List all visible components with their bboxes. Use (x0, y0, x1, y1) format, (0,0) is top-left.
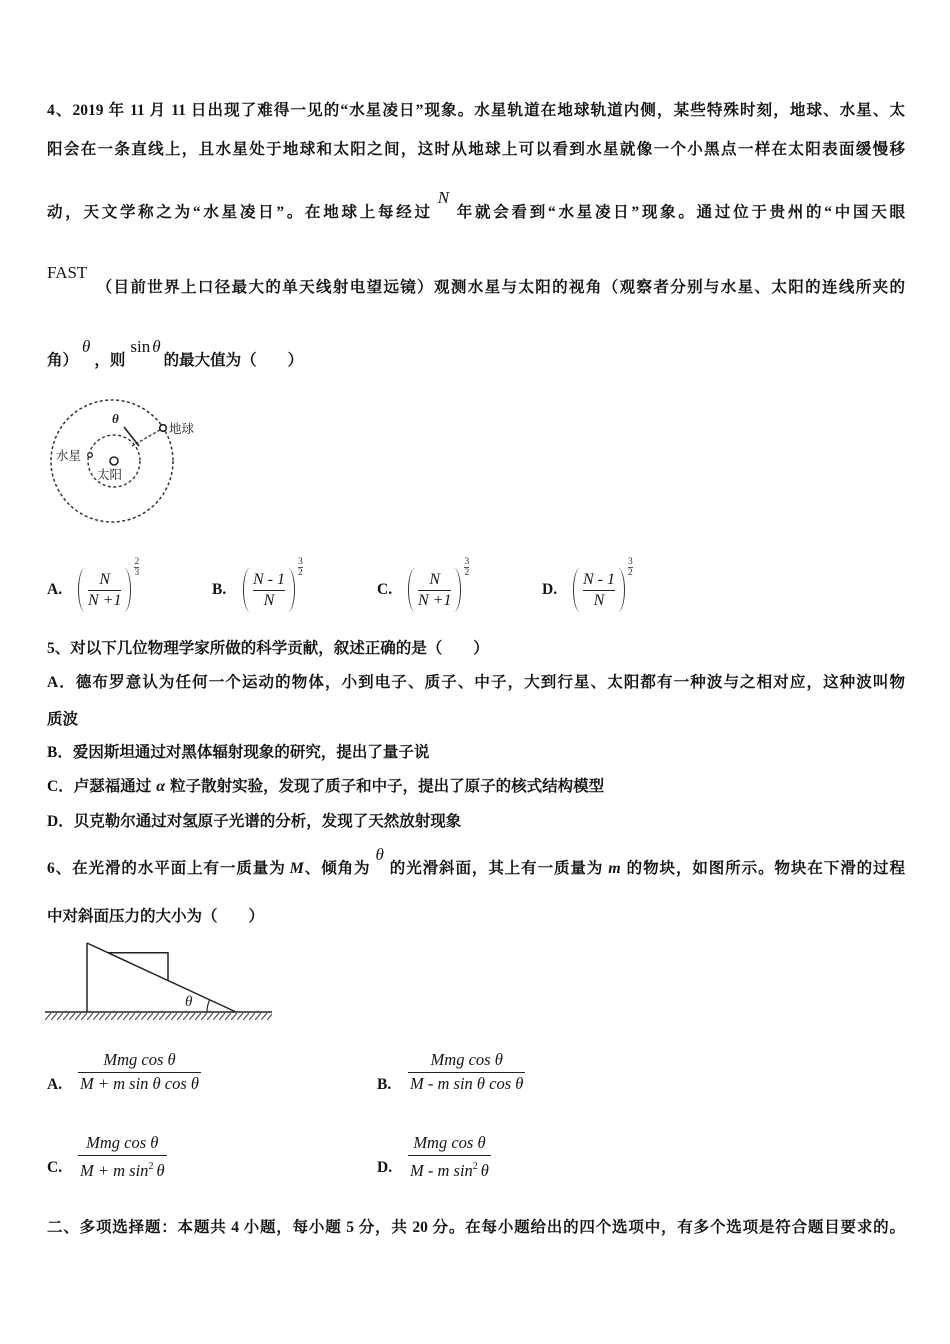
q4-line-5-end: 的最大值为（ ） (163, 352, 304, 369)
option-label: C. (377, 581, 393, 598)
q6-line-2: 中对斜面压力的大小为（ ） (47, 908, 265, 925)
sun-icon (110, 457, 118, 465)
fast-label: FAST (47, 263, 88, 282)
fraction (250, 570, 288, 611)
denominator: N (263, 591, 275, 609)
fraction (415, 570, 454, 611)
numerator: N (429, 570, 441, 588)
q6-line-1 (47, 845, 905, 880)
numerator: N (99, 570, 111, 588)
denominator: N +1 (88, 591, 122, 609)
q5-stem: 5、对以下几位物理学家所做的科学贡献，叙述正确的是（ ） (47, 640, 489, 657)
q6-line-1-end: 的物块，如图所示。物块在下滑的过程 (625, 860, 905, 877)
exponent-denominator: 2 (464, 568, 470, 578)
angle-arc (207, 1000, 210, 1012)
exponent (134, 557, 139, 578)
angle-label: θ (185, 994, 193, 1010)
q5-option-c-start: C．卢瑟福通过 (47, 778, 152, 795)
earth-label: 地球 (169, 421, 195, 436)
q5-option-d: D．贝克勒尔通过对氢原子光谱的分析，发现了天然放射现象 (47, 813, 462, 830)
fraction (580, 570, 618, 611)
theta-symbol: θ (375, 845, 384, 864)
option-label: B. (212, 581, 227, 598)
numerator: N - 1 (253, 570, 285, 588)
denominator (78, 1156, 167, 1182)
alpha-symbol: α (156, 778, 166, 795)
variable-n: N (437, 188, 450, 207)
earth-icon (160, 425, 167, 432)
incline-diagram (40, 935, 280, 1027)
exponent-denominator: 2 (628, 568, 633, 578)
q4-option-b (212, 557, 303, 614)
denominator-main: M + m sin (80, 1161, 149, 1180)
q4-option-a (47, 557, 140, 614)
right-paren (454, 568, 461, 612)
mercury-label: 水星 (56, 448, 82, 463)
q5-option-c (47, 776, 905, 798)
q6-option-d-fraction (408, 1132, 491, 1182)
mass-m-lower: m (608, 860, 621, 877)
numerator: Mmg cos θ (103, 1050, 176, 1069)
q6-line-1-start: 6、在光滑的水平面上有一质量为 (47, 860, 286, 877)
denominator: M + m sin θ cos θ (80, 1074, 200, 1093)
q6-option-a-fraction (78, 1049, 201, 1095)
q6-option-d-label: D. (377, 1159, 393, 1176)
exponent-denominator: 3 (134, 568, 140, 578)
exponent (464, 557, 469, 578)
denominator: N +1 (418, 591, 452, 609)
denominator-main: M - m sin (410, 1161, 473, 1180)
option-label: A. (47, 581, 63, 598)
sun-label: 太阳 (97, 467, 123, 482)
denominator (408, 1156, 491, 1182)
q6-option-c-fraction (78, 1132, 167, 1182)
option-label: D. (542, 581, 558, 598)
ground-hatch (45, 1013, 272, 1020)
q4-line-4 (47, 263, 905, 299)
q5-option-b: B．爱因斯坦通过对黑体辐射现象的研究，提出了量子说 (47, 744, 430, 761)
denominator: N (593, 591, 605, 609)
square-superscript: 2 (472, 1161, 478, 1172)
mass-m-upper: M (289, 860, 304, 877)
exponent (628, 557, 633, 578)
numerator: Mmg cos θ (413, 1133, 486, 1152)
theta-symbol: θ (82, 337, 91, 356)
q4-line-2: 阳会在一条直线上，且水星处于地球和太阳之间，这时从地球上可以看到水星就像一个小黑点一样在太阳表面缓慢移 (47, 141, 905, 158)
numerator: N - 1 (583, 570, 615, 588)
exponent (298, 557, 303, 578)
denominator: M - m sin θ cos θ (410, 1074, 524, 1093)
q4-line-3-start: 动，天文学称之为“水星凌日”。在地球上每经过 (47, 204, 433, 221)
q4-line-3-end: 年就会看到“水星凌日”现象。通过位于贵州的“中国天眼 (454, 204, 905, 221)
sin-function: sin (130, 337, 151, 356)
q4-option-c (377, 557, 470, 614)
sin-theta-symbol: θ (152, 337, 161, 356)
q6-option-c-label: C. (47, 1159, 63, 1176)
square-superscript: 2 (148, 1161, 154, 1172)
exponent-numerator: 3 (298, 557, 303, 567)
numerator: Mmg cos θ (86, 1133, 159, 1152)
orbit-diagram (45, 395, 210, 530)
q4-line-3 (47, 188, 905, 224)
right-paren (618, 568, 625, 612)
left-paren (243, 568, 250, 612)
q4-line-4-text: （目前世界上口径最大的单天线射电望远镜）观测水星与太阳的视角（观察者分别与水星、太阳的连线所夹的 (95, 279, 905, 296)
right-paren (124, 568, 131, 612)
q6-option-a-label: A. (47, 1076, 63, 1093)
q4-line-5-mid: ，则 (94, 352, 126, 369)
exponent-numerator: 2 (134, 557, 140, 567)
right-paren (288, 568, 295, 612)
exponent-numerator: 3 (628, 557, 633, 567)
q5-option-a-line-2: 质波 (47, 711, 79, 728)
numerator: Mmg cos θ (430, 1050, 503, 1069)
sin-theta-expression (130, 339, 160, 356)
q4-option-d (542, 557, 633, 614)
q6-line-1-mid-2: 的光滑斜面，其上有一质量为 (388, 860, 604, 877)
q5-option-c-end: 粒子散射实验，发现了质子和中子，提出了原子的核式结构模型 (170, 778, 605, 795)
q4-line-5-start: 角） (47, 352, 79, 369)
exponent-denominator: 2 (298, 568, 303, 578)
q4-line-1: 4、2019 年 11 月 11 日出现了难得一见的“水星凌日”现象。水星轨道在地球轨道内侧，某些特殊时刻，地球、水星、太 (47, 102, 905, 119)
sightline-earth-sun (124, 427, 139, 446)
q5-option-a-line-1: A．德布罗意认为任何一个运动的物体，小到电子、质子、中子，大到行星、太阳都有一种波与之相对应，这种波叫物 (47, 674, 905, 691)
exponent-numerator: 3 (464, 557, 470, 567)
denominator-theta: θ (156, 1161, 165, 1180)
angle-label: θ (112, 411, 119, 426)
q6-line-1-mid-1: 、倾角为 (303, 860, 371, 877)
fraction (85, 570, 124, 611)
q6-option-b-label: B. (377, 1076, 392, 1093)
left-paren (573, 568, 580, 612)
q4-line-5 (47, 337, 905, 372)
denominator-theta: θ (480, 1161, 489, 1180)
left-paren (78, 568, 85, 612)
q6-option-b-fraction (408, 1049, 525, 1095)
section-2-heading: 二、多项选择题：本题共 4 小题，每小题 5 分，共 20 分。在每小题给出的四个选项中，有多个选项是符合题目要求的。 (47, 1219, 905, 1236)
left-paren (408, 568, 415, 612)
mercury-icon (88, 453, 93, 458)
